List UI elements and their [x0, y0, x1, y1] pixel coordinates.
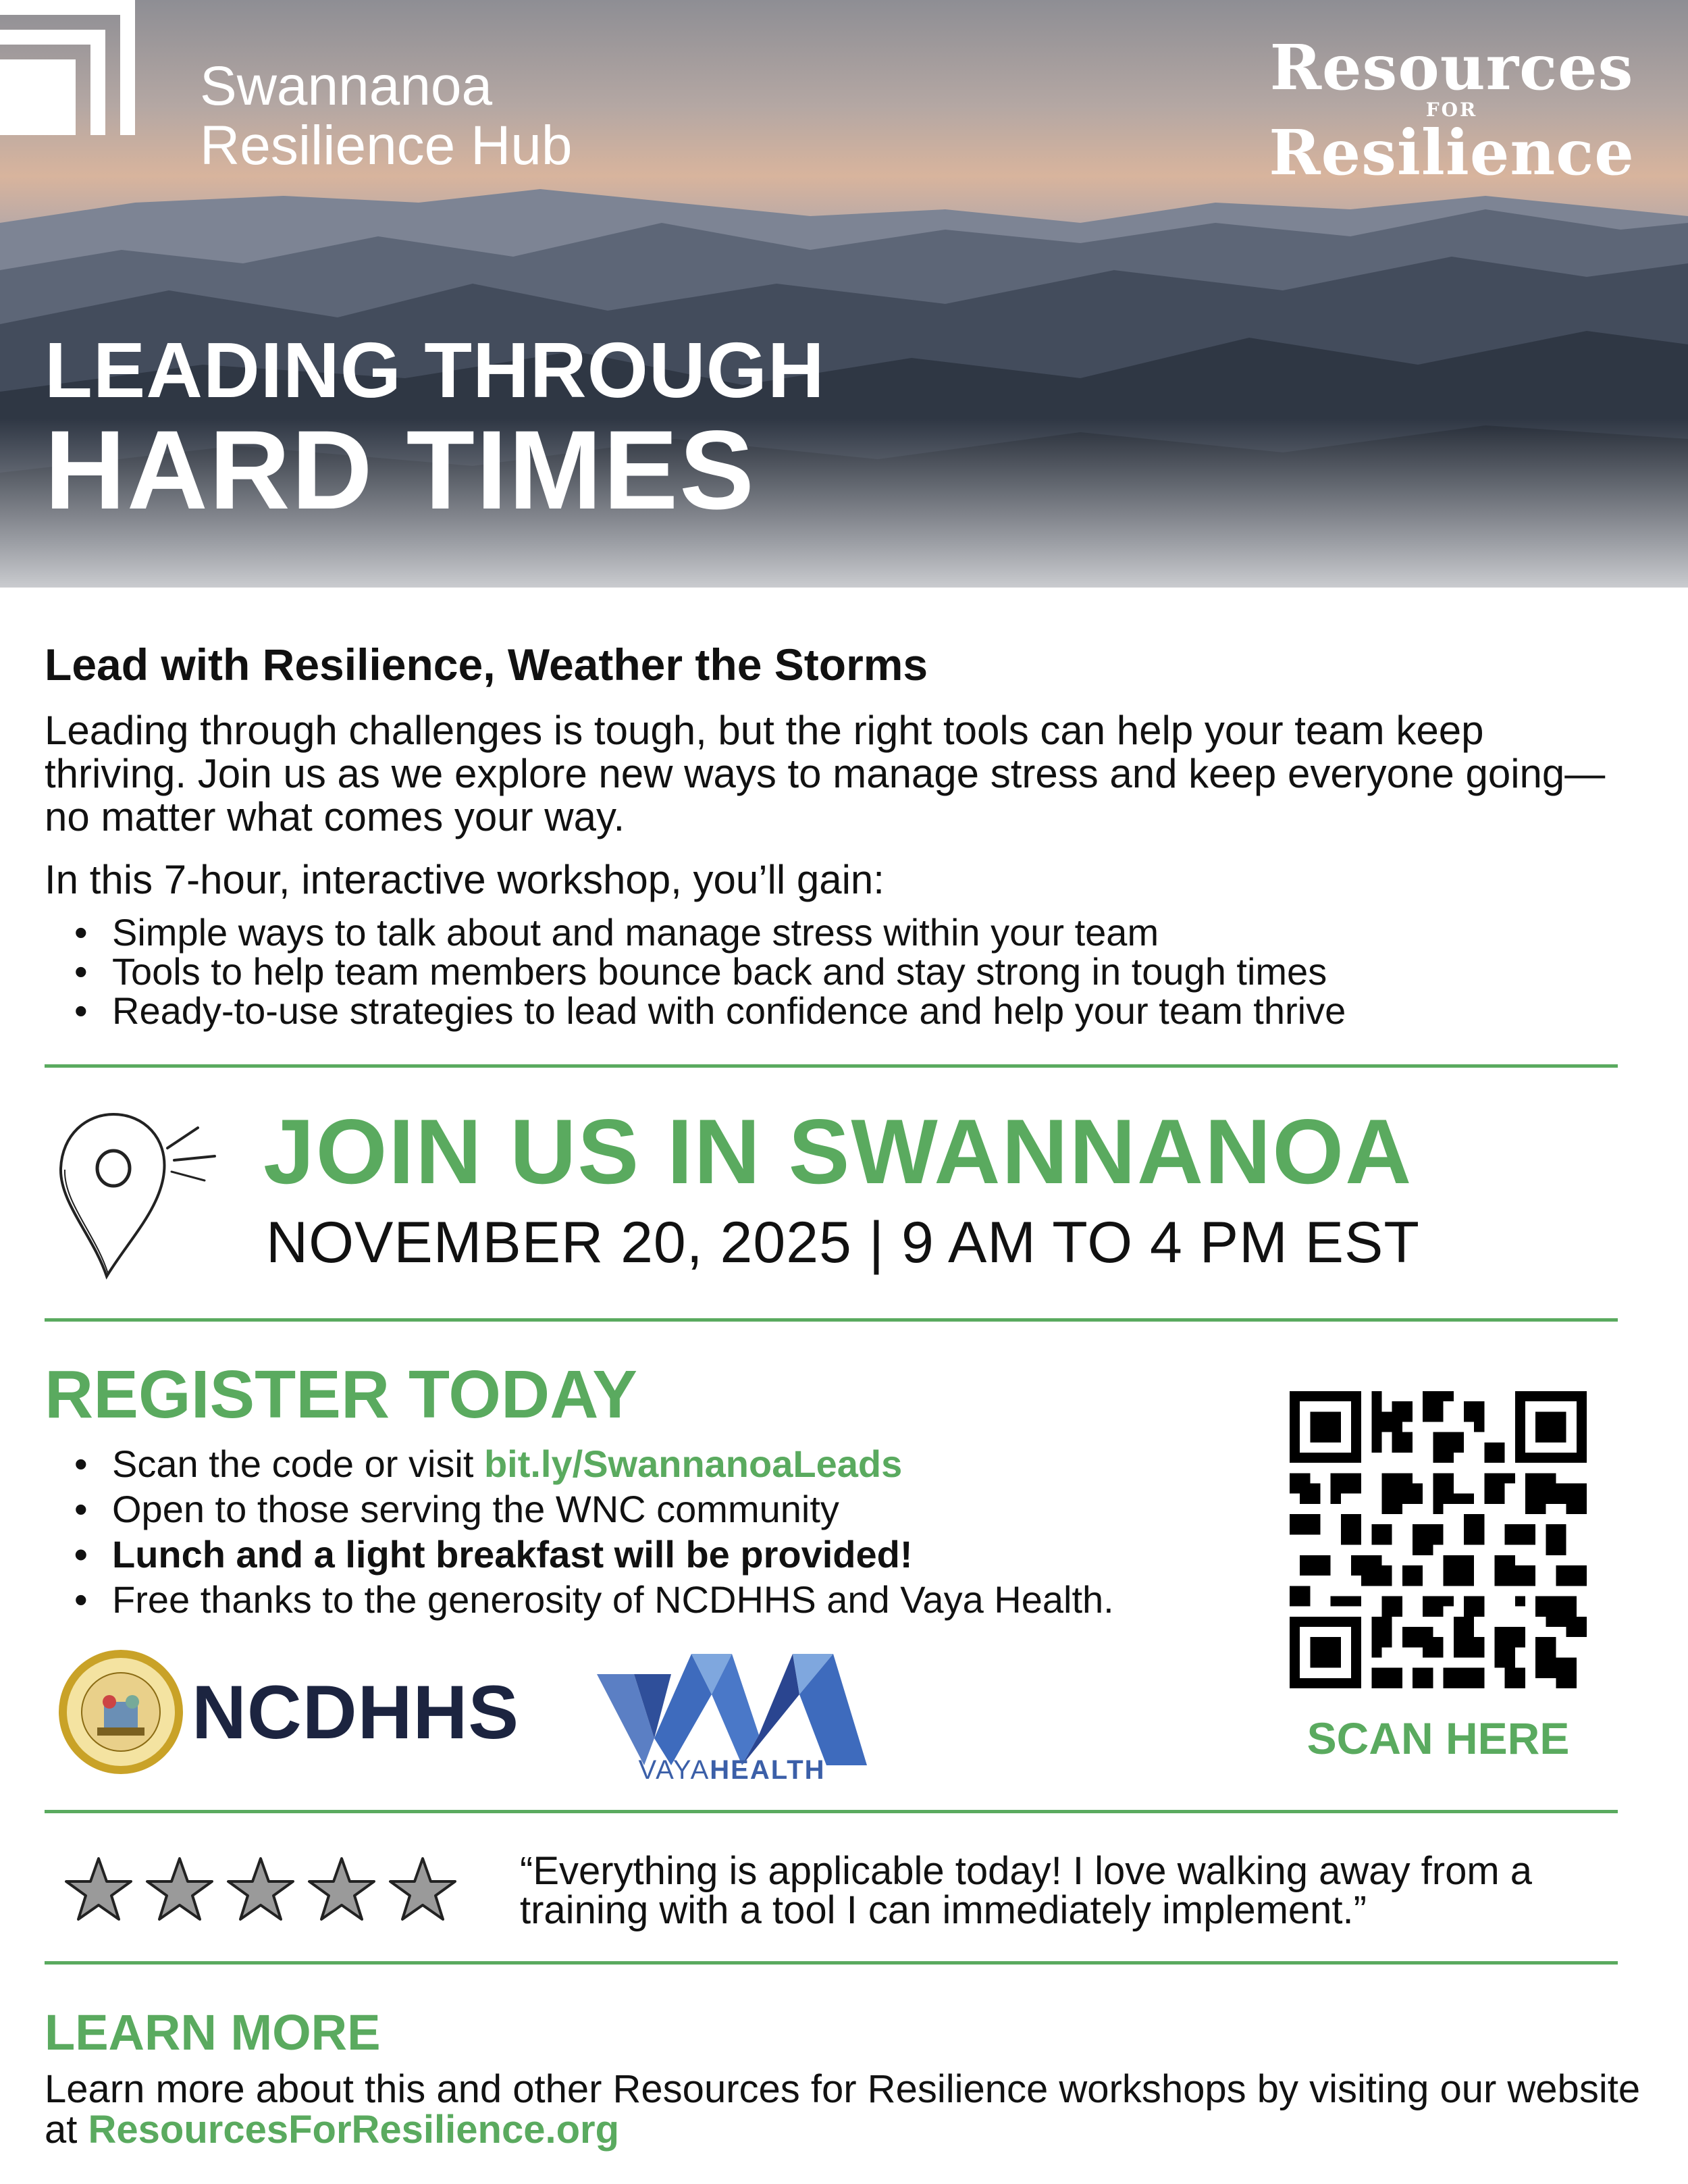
registration-link[interactable]: bit.ly/SwannanoaLeads	[483, 1442, 903, 1485]
register-item: • Free thanks to the generosity of NCDHHS and Vaya Health.	[112, 1577, 1114, 1622]
website-link[interactable]: ResourcesForResilience.org	[88, 2108, 620, 2152]
r4r-line2: Resilience	[1269, 116, 1635, 189]
scan-here-label: SCAN HERE	[1307, 1713, 1570, 1763]
register-item	[112, 1441, 1114, 1486]
benefits-list	[54, 913, 1346, 1031]
divider	[45, 1064, 1618, 1068]
intro-lead-in: In this 7-hour, interactive workshop, you’ll gain:	[45, 857, 885, 902]
r4r-line1: Resources	[1269, 31, 1634, 104]
star-icon	[309, 1858, 374, 1919]
intro-paragraph: Leading through challenges is tough, but the right tools can help your team keep thriving. Join us as we explore new ways to manage stress and keep everyone going—no matter what comes your way.	[45, 708, 1606, 839]
learn-more-text-body: Learn more about this and other Resources for Resilience workshops by visiting our website at	[45, 2067, 1641, 2152]
register-item: • Lunch and a light breakfast will be provided!	[112, 1532, 1114, 1577]
hub-name-line2: Resilience Hub	[200, 115, 573, 176]
vaya-health-wordmark	[597, 1753, 867, 1787]
divider	[45, 1318, 1618, 1322]
divider	[45, 1961, 1618, 1965]
benefit-item: • Tools to help team members bounce back and stay strong in tough times	[112, 952, 1346, 991]
vaya-wordmark-part2: HEALTH	[710, 1755, 826, 1785]
learn-more-heading: LEARN MORE	[45, 2004, 381, 2060]
star-icon	[147, 1858, 212, 1919]
register-item: • Open to those serving the WNC community	[112, 1486, 1114, 1532]
title-line1: LEADING THROUGH	[45, 326, 825, 414]
nc-state-seal-icon	[57, 1648, 185, 1776]
event-headline: JOIN US IN SWANNANOA	[263, 1100, 1413, 1203]
testimonial-quote: “Everything is applicable today! I love walking away from a training with a tool I can immediately implement.”	[520, 1849, 1533, 1932]
register-heading: REGISTER TODAY	[45, 1357, 637, 1432]
hub-name-line1: Swannanoa	[200, 55, 493, 117]
hero-banner	[0, 0, 1688, 588]
location-pin-icon	[53, 1101, 221, 1283]
ncdhhs-logo-text: NCDHHS	[192, 1670, 520, 1754]
star-icon	[66, 1858, 131, 1919]
learn-more-text	[45, 2069, 1652, 2150]
r4r-for: FOR	[1425, 99, 1478, 121]
subheading: Lead with Resilience, Weather the Storms	[45, 640, 928, 690]
resources-for-resilience-logo	[1263, 31, 1641, 189]
five-star-rating	[65, 1853, 470, 1934]
star-icon	[228, 1858, 293, 1919]
swannanoa-hub-logo-icon	[0, 0, 135, 135]
qr-code[interactable]	[1290, 1391, 1587, 1688]
register-list	[54, 1441, 1114, 1622]
register-item-text: Scan the code or visit	[112, 1442, 484, 1485]
star-icon	[390, 1858, 455, 1919]
benefit-item: • Ready-to-use strategies to lead with confidence and help your team thrive	[112, 991, 1346, 1031]
divider	[45, 1810, 1618, 1813]
hub-name	[200, 57, 573, 176]
event-date-time: NOVEMBER 20, 2025 | 9 AM TO 4 PM EST	[266, 1210, 1420, 1275]
benefit-item: • Simple ways to talk about and manage stress within your team	[112, 913, 1346, 952]
vaya-wordmark-part1: VAYA	[638, 1755, 710, 1785]
title-line2: HARD TIMES	[45, 408, 756, 533]
